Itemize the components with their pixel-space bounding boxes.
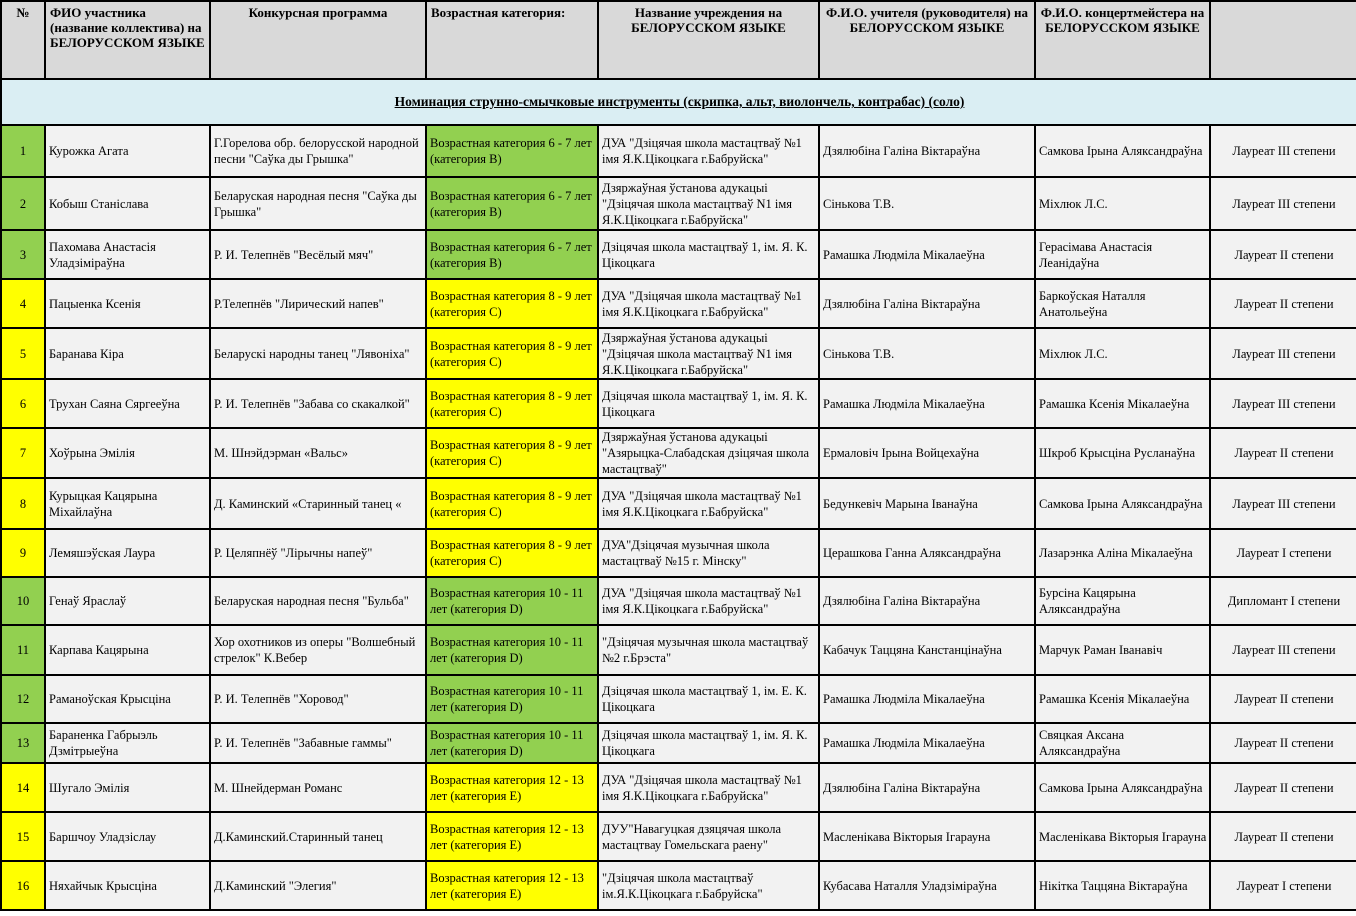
accompanist-cell: Шкроб Крысціна Русланаўна (1035, 428, 1210, 478)
institution-cell: ДУУ"Навагуцкая дзяцячая школа мастацтвау Гомельскага раену" (598, 812, 819, 861)
program-cell: М. Шнейдерман Романс (210, 763, 426, 812)
institution-cell: Дзяржаўная ўстанова адукацыі "Азярыцка-Слабадская дзіцячая школа мастацтваў" (598, 428, 819, 478)
participant-name: Баршчоу Уладзіслау (45, 812, 210, 861)
program-cell: Беларускі народны танец "Лявоніха" (210, 328, 426, 379)
result-cell: Дипломант I степени (1210, 577, 1356, 625)
age-category-cell: Возрастная категория 10 - 11 лет (категория D) (426, 675, 598, 723)
participant-name: Курыцкая Кацярына Міхайлаўна (45, 478, 210, 529)
participant-name: Курожка Агата (45, 125, 210, 177)
header-teacher: Ф.И.О. учителя (руководителя) на БЕЛОРУССКОМ ЯЗЫКЕ (819, 1, 1035, 79)
accompanist-cell: Баркоўская Наталля Анатольеўна (1035, 279, 1210, 328)
age-category-cell: Возрастная категория 6 - 7 лет (категория В) (426, 230, 598, 279)
accompanist-cell: Герасімава Анастасія Леанідаўна (1035, 230, 1210, 279)
teacher-cell: Дзялюбіна Галіна Віктараўна (819, 125, 1035, 177)
accompanist-cell: Свяцкая Аксана Аляксандраўна (1035, 723, 1210, 763)
participant-name: Карпава Кацярына (45, 625, 210, 675)
teacher-cell: Кабачук Таццяна Канстанцінаўна (819, 625, 1035, 675)
nomination-title: Номинация струнно-смычковые инструменты (скрипка, альт, виолончель, контрабас) (соло) (1, 79, 1356, 125)
program-cell: Хор охотников из оперы "Волшебный стрелок" К.Вебер (210, 625, 426, 675)
teacher-cell: Рамашка Людміла Мікалаеўна (819, 723, 1035, 763)
age-category-cell: Возрастная категория 6 - 7 лет (категория В) (426, 125, 598, 177)
program-cell: Г.Горелова обр. белорусской народной песни "Саўка ды Грышка" (210, 125, 426, 177)
teacher-cell: Рамашка Людміла Мікалаеўна (819, 675, 1035, 723)
row-number: 8 (1, 478, 45, 529)
program-cell: Беларуская народная песня "Бульба" (210, 577, 426, 625)
age-category-cell: Возрастная категория 8 - 9 лет (категория С) (426, 478, 598, 529)
table-row (1, 478, 1356, 529)
table-row (1, 379, 1356, 428)
result-cell: Лауреат II степени (1210, 812, 1356, 861)
result-cell: Лауреат II степени (1210, 675, 1356, 723)
table-row (1, 328, 1356, 379)
institution-cell: Дзяржаўная ўстанова адукацыі "Дзіцячая школа мастацтваў N1 імя Я.К.Цікоцкага г.Бабруйска" (598, 177, 819, 230)
program-cell: Р. И. Телепнёв "Забавные гаммы" (210, 723, 426, 763)
age-category-cell: Возрастная категория 8 - 9 лет (категория С) (426, 428, 598, 478)
participant-name: Трухан Саяна Сяргееўна (45, 379, 210, 428)
institution-cell: ДУА "Дзiцячая школа мастацтваў №1 імя Я.К.Цікоцкага г.Бабруйска" (598, 577, 819, 625)
table-row (1, 230, 1356, 279)
participant-name: Хоўрына Эмілія (45, 428, 210, 478)
accompanist-cell: Бурсіна Кацярына Аляксандраўна (1035, 577, 1210, 625)
header-number: № (1, 1, 45, 79)
row-number: 5 (1, 328, 45, 379)
table-row (1, 125, 1356, 177)
teacher-cell: Масленікава Вікторыя Ігарауна (819, 812, 1035, 861)
participant-name: Пахомава Анастасія Уладзіміраўна (45, 230, 210, 279)
row-number: 12 (1, 675, 45, 723)
table-row (1, 723, 1356, 763)
table-row (1, 675, 1356, 723)
accompanist-cell: Рамашка Ксенія Мікалаеўна (1035, 675, 1210, 723)
table-row (1, 177, 1356, 230)
teacher-cell: Дзялюбіна Галіна Віктараўна (819, 279, 1035, 328)
age-category-cell: Возрастная категория 8 - 9 лет (категория С) (426, 279, 598, 328)
result-cell: Лауреат III степени (1210, 379, 1356, 428)
age-category-cell: Возрастная категория 10 - 11 лет (категория D) (426, 577, 598, 625)
teacher-cell: Рамашка Людміла Мікалаеўна (819, 230, 1035, 279)
teacher-cell: Ермаловіч Ірына Войцехаўна (819, 428, 1035, 478)
program-cell: Р.Телепнёв "Лирический напев" (210, 279, 426, 328)
program-cell: Д.Каминский "Элегия" (210, 861, 426, 910)
accompanist-cell: Масленікава Вікторыя Ігарауна (1035, 812, 1210, 861)
institution-cell: Дзіцячая школа мастацтваў 1, ім. Я. К. Цікоцкага (598, 230, 819, 279)
participant-name: Баранава Кіра (45, 328, 210, 379)
program-cell: Д.Каминский.Старинный танец (210, 812, 426, 861)
row-number: 3 (1, 230, 45, 279)
age-category-cell: Возрастная категория 8 - 9 лет (категория С) (426, 328, 598, 379)
table-row (1, 625, 1356, 675)
accompanist-cell: Міхлюк Л.С. (1035, 328, 1210, 379)
accompanist-cell: Марчук Раман Іванавіч (1035, 625, 1210, 675)
table-row (1, 428, 1356, 478)
teacher-cell: Сінькова Т.В. (819, 328, 1035, 379)
nomination-row (1, 79, 1356, 125)
header-age-category: Возрастная категория: (426, 1, 598, 79)
participant-name: Пацыенка Ксенія (45, 279, 210, 328)
table-row (1, 763, 1356, 812)
teacher-cell: Дзялюбіна Галіна Віктараўна (819, 577, 1035, 625)
participant-name: Кобыш Станіслава (45, 177, 210, 230)
row-number: 7 (1, 428, 45, 478)
program-cell: М. Шнэйдэрман «Вальс» (210, 428, 426, 478)
result-cell: Лауреат III степени (1210, 125, 1356, 177)
result-cell: Лауреат II степени (1210, 723, 1356, 763)
institution-cell: ДУА"Дзіцячая музычная школа мастацтваў №15 г. Мінску" (598, 529, 819, 577)
institution-cell: "Дзiцячая музычная школа мастацтваў №2 г.Брэста" (598, 625, 819, 675)
teacher-cell: Церашкова Ганна Аляксандраўна (819, 529, 1035, 577)
row-number: 2 (1, 177, 45, 230)
row-number: 16 (1, 861, 45, 910)
table-row (1, 529, 1356, 577)
row-number: 10 (1, 577, 45, 625)
row-number: 4 (1, 279, 45, 328)
age-category-cell: Возрастная категория 8 - 9 лет (категория С) (426, 379, 598, 428)
program-cell: Беларуская народная песня "Саўка ды Грышка" (210, 177, 426, 230)
row-number: 1 (1, 125, 45, 177)
accompanist-cell: Міхлюк Л.С. (1035, 177, 1210, 230)
institution-cell: Дзіцячая школа мастацтваў 1, ім. Я. К. Цікоцкага (598, 723, 819, 763)
age-category-cell: Возрастная категория 12 - 13 лет (категория Е) (426, 861, 598, 910)
teacher-cell: Сінькова Т.В. (819, 177, 1035, 230)
institution-cell: Дзяржаўная ўстанова адукацыі "Дзіцячая школа мастацтваў N1 імя Я.К.Цікоцкага г.Бабруйска" (598, 328, 819, 379)
program-cell: Р. И. Телепнёв "Забава со скакалкой" (210, 379, 426, 428)
result-cell: Лауреат III степени (1210, 177, 1356, 230)
age-category-cell: Возрастная категория 12 - 13 лет (категория Е) (426, 812, 598, 861)
header-participant: ФИО участника (название коллектива) на БЕЛОРУССКОМ ЯЗЫКЕ (45, 1, 210, 79)
institution-cell: ДУА "Дзiцячая школа мастацтваў №1 імя Я.К.Цікоцкага г.Бабруйска" (598, 125, 819, 177)
table-row (1, 861, 1356, 910)
result-cell: Лауреат III степени (1210, 478, 1356, 529)
institution-cell: ДУА "Дзiцячая школа мастацтваў №1 імя Я.К.Цікоцкага г.Бабруйска" (598, 478, 819, 529)
header-result (1210, 1, 1356, 79)
teacher-cell: Дзялюбіна Галіна Віктараўна (819, 763, 1035, 812)
result-cell: Лауреат I степени (1210, 861, 1356, 910)
result-cell: Лауреат III степени (1210, 328, 1356, 379)
age-category-cell: Возрастная категория 12 - 13 лет (категория Е) (426, 763, 598, 812)
teacher-cell: Рамашка Людміла Мікалаеўна (819, 379, 1035, 428)
header-program: Конкурсная программа (210, 1, 426, 79)
result-cell: Лауреат III степени (1210, 625, 1356, 675)
participant-name: Няхайчык Крысціна (45, 861, 210, 910)
participant-name: Шугало Эмілія (45, 763, 210, 812)
teacher-cell: Кубасава Наталля Уладзіміраўна (819, 861, 1035, 910)
accompanist-cell: Рамашка Ксенія Мікалаеўна (1035, 379, 1210, 428)
age-category-cell: Возрастная категория 8 - 9 лет (категория С) (426, 529, 598, 577)
age-category-cell: Возрастная категория 10 - 11 лет (категория D) (426, 723, 598, 763)
header-accompanist: Ф.И.О. концертмейстера на БЕЛОРУССКОМ ЯЗЫКЕ (1035, 1, 1210, 79)
institution-cell: ДУА "Дзiцячая школа мастацтваў №1 імя Я.К.Цікоцкага г.Бабруйска" (598, 763, 819, 812)
program-cell: Р. И. Телепнёв "Хоровод" (210, 675, 426, 723)
institution-cell: ДУА "Дзiцячая школа мастацтваў №1 імя Я.К.Цікоцкага г.Бабруйска" (598, 279, 819, 328)
row-number: 15 (1, 812, 45, 861)
result-cell: Лауреат II степени (1210, 428, 1356, 478)
row-number: 13 (1, 723, 45, 763)
result-cell: Лауреат II степени (1210, 763, 1356, 812)
program-cell: Р. Целяпнёў "Лірычны напеў" (210, 529, 426, 577)
table-row (1, 577, 1356, 625)
teacher-cell: Бедункевіч Марына Іванаўна (819, 478, 1035, 529)
accompanist-cell: Самкова Ірына Аляксандраўна (1035, 763, 1210, 812)
participant-name: Генаў Яраслаў (45, 577, 210, 625)
row-number: 14 (1, 763, 45, 812)
result-cell: Лауреат II степени (1210, 230, 1356, 279)
result-cell: Лауреат II степени (1210, 279, 1356, 328)
header-institution: Название учреждения на БЕЛОРУССКОМ ЯЗЫКЕ (598, 1, 819, 79)
age-category-cell: Возрастная категория 10 - 11 лет (категория D) (426, 625, 598, 675)
accompanist-cell: Лазарэнка Аліна Мікалаеўна (1035, 529, 1210, 577)
program-cell: Д. Каминский «Старинный танец « (210, 478, 426, 529)
accompanist-cell: Нікітка Таццяна Віктараўна (1035, 861, 1210, 910)
row-number: 11 (1, 625, 45, 675)
result-cell: Лауреат I степени (1210, 529, 1356, 577)
institution-cell: "Дзiцячая школа мастацтваў ім.Я.К.Цікоцкага г.Бабруйска" (598, 861, 819, 910)
participant-name: Бараненка Габрыэль Дзмітрыеўна (45, 723, 210, 763)
header-row (1, 1, 1356, 79)
row-number: 9 (1, 529, 45, 577)
age-category-cell: Возрастная категория 6 - 7 лет (категория В) (426, 177, 598, 230)
participant-name: Лемяшэўская Лаура (45, 529, 210, 577)
institution-cell: Дзіцячая школа мастацтваў 1, ім. Я. К. Цікоцкага (598, 379, 819, 428)
institution-cell: Дзіцячая школа мастацтваў 1, ім. Е. К. Цікоцкага (598, 675, 819, 723)
row-number: 6 (1, 379, 45, 428)
accompanist-cell: Самкова Ірына Аляксандраўна (1035, 125, 1210, 177)
table-row (1, 812, 1356, 861)
program-cell: Р. И. Телепнёв "Весёлый мяч" (210, 230, 426, 279)
table-row (1, 279, 1356, 328)
accompanist-cell: Самкова Ірына Аляксандраўна (1035, 478, 1210, 529)
participant-name: Раманоўская Крысціна (45, 675, 210, 723)
